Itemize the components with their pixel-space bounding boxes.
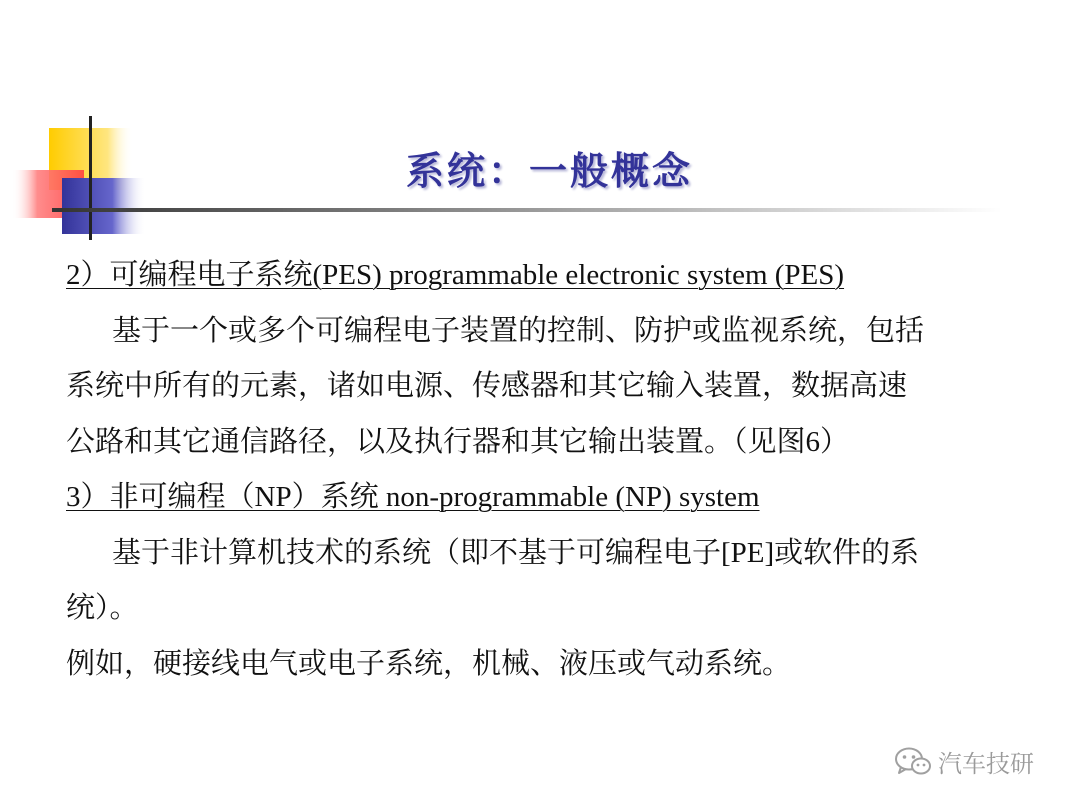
logo-vertical-line [89, 116, 92, 240]
slide-body [66, 248, 1046, 692]
watermark [894, 744, 1034, 779]
pes-definition-line-2: 系统中所有的元素，诸如电源、传感器和其它输入装置，数据高速 [66, 370, 908, 402]
pes-heading: 2）可编程电子系统(PES) programmable electronic system (PES) [66, 259, 845, 291]
slide-title: 系统：一般概念 [406, 149, 694, 193]
np-example-line: 例如，硬接线电气或电子系统，机械、液压或气动系统。 [66, 647, 792, 680]
slide-logo-decoration [0, 0, 1077, 260]
np-definition-line-1: 基于非计算机技术的系统（即不基于可编程电子[PE]或软件的系 [112, 536, 920, 569]
title-separator-line [52, 208, 1002, 212]
logo-blue-square [62, 178, 146, 234]
wechat-icon [894, 746, 932, 778]
pes-definition-line-3: 公路和其它通信路径，以及执行器和其它输出装置。（见图6） [66, 425, 850, 458]
np-definition-line-2: 统）。 [66, 592, 139, 624]
np-heading: 3）非可编程（NP）系统 non-programmable (NP) system [66, 481, 760, 513]
pes-definition-line-1: 基于一个或多个可编程电子装置的控制、防护或监视系统，包括 [112, 314, 925, 347]
watermark-text: 汽车技研 [938, 750, 1034, 778]
